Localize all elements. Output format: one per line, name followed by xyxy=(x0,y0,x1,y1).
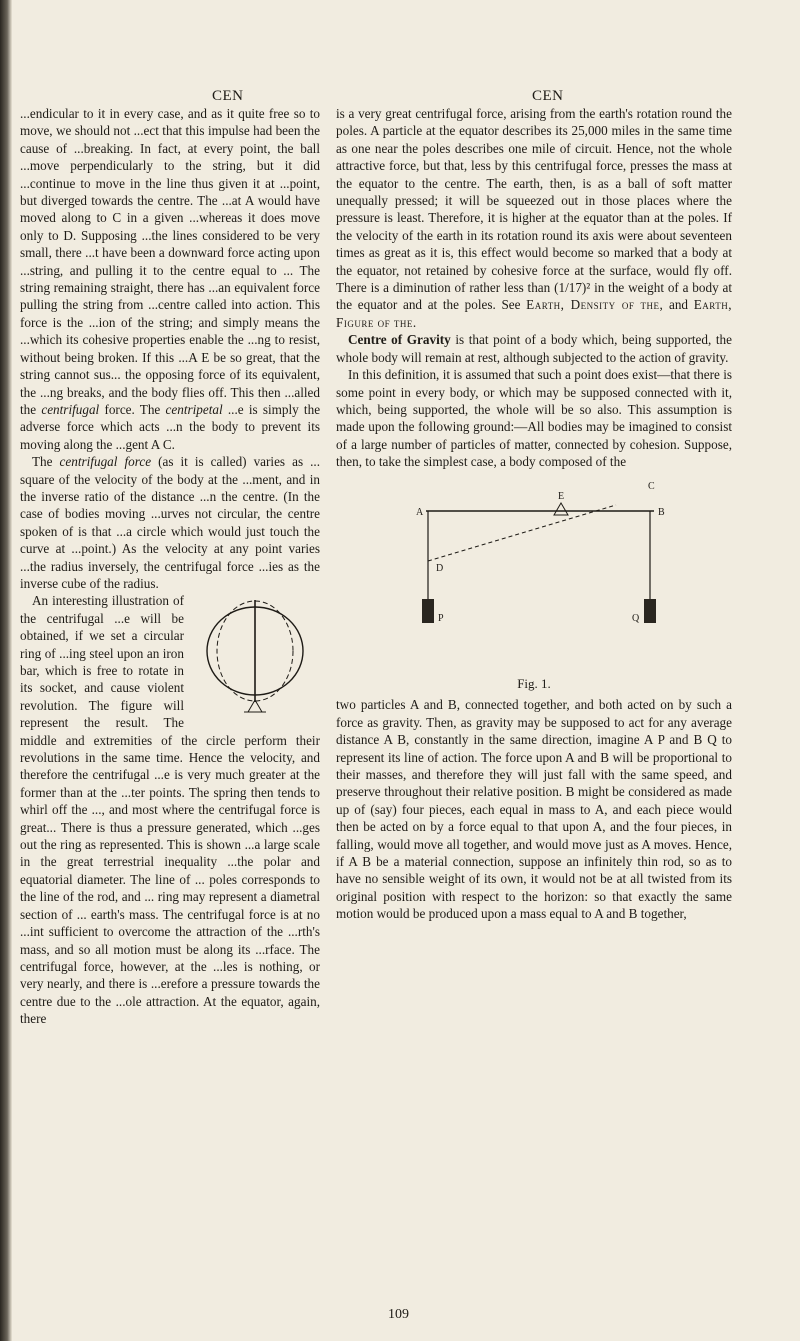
left-p3-a: An interesting illustration of the centrifugal ...e will be obtained, if we set a circular ring of ...ing steel upon an iron bar, which is free to rotate in its socket, and cause violent revolution. The figure will represent the result. The middle and extremities of the circle perform their revolutions in the same time. Hence the velocity, and therefore the centrifugal xyxy=(20,593,320,783)
left-p1-mid: force. The xyxy=(104,401,161,417)
left-p3-b: ...e is very much greater at the former than at the ...ter points. The spring then tends to whirl off the ..., and most where the centrifugal force is great... There is thus a pressure generated, which ...ges out the ring as represented. This is shown ...a large scale in the great terrestrial inequality ...the polar and equatorial diameter. The line of ... poles corresponds to the line of the rod, and ... ring may represent a diametral section of ... earth's mass. The centrifugal force is at no ...int sufficient to overcome the attraction of the ...rth's mass, and so all motion must be along its ...rface. The centrifugal force, however, at the ...les is nothing, or very nearly, and there is ...erefore a pressure towards the centre due to the ...ole attraction. At the equator, again, there xyxy=(20,767,321,1027)
fraction-one-seventeenth: (1/17)² xyxy=(554,280,591,296)
term-centrifugal: centrifugal xyxy=(41,401,100,417)
left-p2-rest: (as it is called) varies as ... square of the velocity of the body at the ...ment, and in the inverse ratio of the distance ...n the centre. (In the case of bodies moving ...urves not circular, the centre spoken of is that ...a circle which would just touch the curve at ...point.) As the velocity at any point varies ...the radius inversely, the centrifugal force ...ies as the inverse cube of the radius. xyxy=(20,454,320,591)
right-column xyxy=(336,105,732,923)
right-paragraph-4 xyxy=(336,696,732,922)
right-paragraph-3 xyxy=(336,366,732,470)
figure-1-caption: Fig. 1. xyxy=(517,675,551,691)
cross-ref-earth-density: Earth, Density of the, xyxy=(526,297,664,313)
cross-ref-earth-figure: Earth, Figure of the. xyxy=(336,297,733,330)
term-centrifugal-force: centrifugal force xyxy=(59,454,152,470)
running-header-right: CEN xyxy=(532,88,564,104)
figure-1-particles-diagram xyxy=(336,477,732,667)
fig-label-p: P xyxy=(438,612,444,624)
spinning-ring-figure xyxy=(190,594,320,722)
right-paragraph-2 xyxy=(336,331,732,366)
right-p2-text: is that point of a body which, being supported, the whole body will remain at rest, although subjected to the action of gravity. xyxy=(336,332,733,365)
right-p3-text: In this definition, it is assumed that such a point does exist—that there is some point in every body, or which may be supposed connected with it, which, being supported, the whole will be so also. This assumption is made upon the following ground:—All bodies may be imagined to consist of a large number of particles of matter, connected by cohesion. Suppose, then, to take the simplest case, a body composed of the xyxy=(336,367,732,470)
fig-label-d: D xyxy=(436,562,444,574)
term-centripetal: centripetal xyxy=(165,401,223,417)
page-number: 109 xyxy=(388,1307,409,1322)
fig-label-a: A xyxy=(416,506,424,518)
right-p4-text: two particles A and B, connected together, and both acted on by such a force as gravity. Then, as gravity may be supposed to act for any average distance A B, constantly in the same direction, imagine A P and B Q to represent its line of action. The force upon A and B will be proportional to their masses, and therefore they will just fall with the same speed, and preserve throughout their relative position. B might be considered as made up of (say) four pieces, each equal in mass to A, and each piece would then be acted on by a force equal to that upon A, and the four pieces, in falling, would move all together, and would move just as A moves. Hence, if A B be a material connection, suppose an infinitely thin rod, so as to have no sensible weight of its own, it would not be at all twisted from its original position with respect to the horizon: so that exactly the same motion would be produced upon a mass equal to A and B together, xyxy=(336,697,732,922)
left-p1-text: ...endicular to it in every case, and as it quite free so to move, we should not ...ect that this impulse had been the cause of ...breaking. In fact, at every point, the ball ...move perpendicularly to the string, but it did ...continue to move in the line thus given it at ...point, but diverged towards the centre. The ...at A would have moved along to C in a given ...whereas it does move only to D. Supposing ...the lines considered to be very small, there ...t have been a downward force acting upon ...string, and pulling it to the centre equal to ... The string remaining straight, there has ...an equivalent force pulling the string from ...centre called into action. This force is the ...ion of the string; and simply means the ...which its cohesive properties enable the ...ng to resist, without being broken. If this ...A E be so great, that the string cannot sus... the opposing force of its equivalent, the ...ng breaks, and the body flies off. This then ...alled the xyxy=(20,106,320,417)
cross-ref-and: and xyxy=(668,297,689,313)
fig-label-c: C xyxy=(648,480,655,492)
right-paragraph-1 xyxy=(336,105,732,331)
running-header-left: CEN xyxy=(212,88,244,104)
entry-heading-centre-of-gravity: Centre of Gravity xyxy=(348,332,451,348)
left-p2-lead: The xyxy=(32,454,53,470)
fig-label-q: Q xyxy=(632,612,640,624)
book-spine-shadow xyxy=(0,0,12,1341)
left-column xyxy=(20,105,320,1028)
left-paragraph-2 xyxy=(20,453,320,592)
right-p1-a: is a very great centrifugal force, arising from the earth's rotation round the poles. A particle at the equator describes its 25,000 miles in the same time as one near the poles describes one mile of circuit. Hence, not the whole attractive force, but that, less by this centrifugal force, presses the mass at the equator to the centre. The earth, then, is as a ball of soft matter unequally pressed; it will be squeezed out in those places where the pressure is least. Therefore, it is higher at the equator than at the poles. If the velocity of the earth in its rotation round its axis were about seventeen times as great as it is, this effect would become so marked that a body at the equator, not retained by cohesive force at the surface, would fly off. There is a diminution of rather less than xyxy=(336,106,732,296)
fig-label-e: E xyxy=(558,490,565,502)
left-paragraph-1 xyxy=(20,105,320,453)
fig-label-b: B xyxy=(658,506,665,518)
left-paragraph-3 xyxy=(20,592,320,1027)
left-p1-end: ...e is simply the adverse force which acts ...n the body to prevent its moving along the ...gent A C. xyxy=(20,401,321,452)
right-p1-b: in the weight of a body at the equator and at the poles. See xyxy=(336,280,733,313)
